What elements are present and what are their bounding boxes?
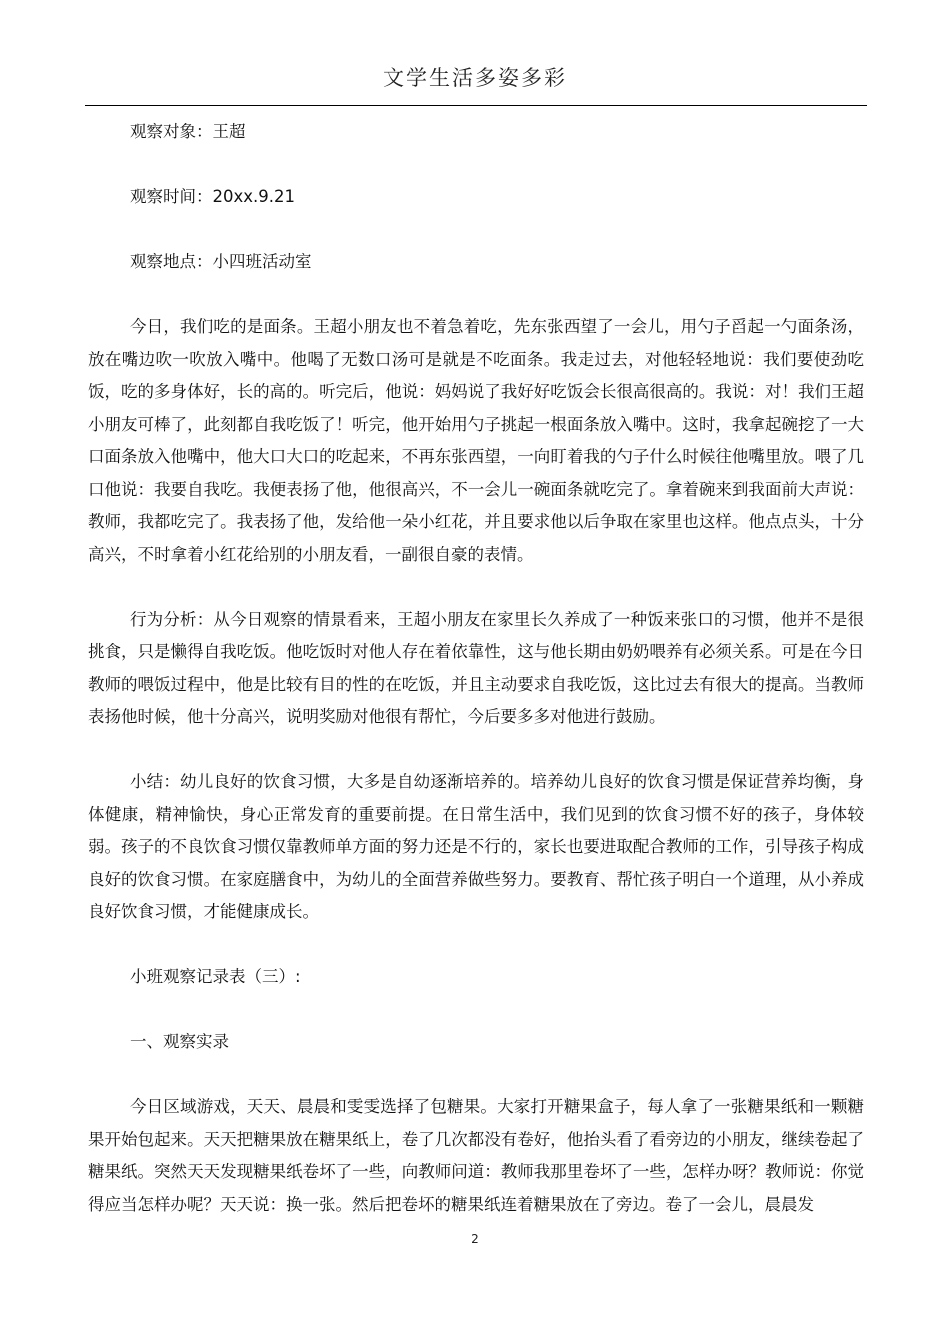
spacer [88, 279, 864, 312]
section-heading: 一、观察实录 [130, 1032, 229, 1051]
spacer [88, 149, 864, 182]
page-header-title: 文学生活多姿多彩 [383, 66, 567, 90]
observation-time: 观察时间：20xx.9.21 [130, 187, 296, 206]
observation-subject: 观察对象：王超 [130, 122, 246, 141]
document-body [88, 116, 864, 1221]
summary-paragraph: 小结：幼儿良好的饮食习惯，大多是自幼逐渐培养的。培养幼儿良好的饮食习惯是保证营养均衡，身体健康，精神愉快，身心正常发育的重要前提。在日常生活中，我们见到的饮食习惯不好的孩子，身体较弱。孩子的不良饮食习惯仅靠教师单方面的努力还是不行的，家长也要进取配合教师的工作，引导孩子构成良好的饮食习惯。在家庭膳食中，为幼儿的全面营养做些努力。要教育、帮忙孩子明白一个道理，从小养成良好饮食习惯，才能健康成长。 [88, 772, 864, 921]
spacer [88, 734, 864, 767]
spacer [88, 214, 864, 247]
table-heading: 小班观察记录表（三）: [130, 967, 301, 986]
spacer [88, 571, 864, 604]
observation-record-paragraph-2: 今日区域游戏，天天、晨晨和雯雯选择了包糖果。大家打开糖果盒子，每人拿了一张糖果纸和一颗糖果开始包起来。天天把糖果放在糖果纸上，卷了几次都没有卷好，他抬头看了看旁边的小朋友，继续卷起了糖果纸。突然天天发现糖果纸卷坏了一些，向教师问道：教师我那里卷坏了一些，怎样办呀？教师说：你觉得应当怎样办呢？天天说：换一张。然后把卷坏的糖果纸连着糖果放在了旁边。卷了一会儿，晨晨发 [88, 1097, 864, 1214]
spacer [88, 1059, 864, 1092]
observation-place: 观察地点：小四班活动室 [130, 252, 312, 271]
spacer [88, 994, 864, 1027]
observation-record-paragraph: 今日，我们吃的是面条。王超小朋友也不着急着吃，先东张西望了一会儿，用勺子舀起一勺面条汤，放在嘴边吹一吹放入嘴中。他喝了无数口汤可是就是不吃面条。我走过去，对他轻轻地说：我们要使劲吃饭，吃的多身体好，长的高的。听完后，他说：妈妈说了我好好吃饭会长很高很高的。我说：对！我们王超小朋友可棒了，此刻都自我吃饭了！听完，他开始用勺子挑起一根面条放入嘴中。这时，我拿起碗挖了一大口面条放入他嘴中，他大口大口的吃起来，不再东张西望，一向盯着我的勺子什么时候往他嘴里放。喂了几口他说：我要自我吃。我便表扬了他，他很高兴，不一会儿一碗面条就吃完了。拿着碗来到我面前大声说：教师，我都吃完了。我表扬了他，发给他一朵小红花，并且要求他以后争取在家里也这样。他点点头，十分高兴，不时拿着小红花给别的小朋友看，一副很自豪的表情。 [88, 317, 864, 564]
header-divider [85, 105, 867, 106]
behavior-analysis-paragraph: 行为分析：从今日观察的情景看来，王超小朋友在家里长久养成了一种饭来张口的习惯，他并不是很挑食，只是懒得自我吃饭。他吃饭时对他人存在着依靠性，这与他长期由奶奶喂养有必须关系。可是在今日教师的喂饭过程中，他是比较有目的性的在吃饭，并且主动要求自我吃饭，这比过去有很大的提高。当教师表扬他时候，他十分高兴，说明奖励对他很有帮忙，今后要多多对他进行鼓励。 [88, 609, 864, 726]
spacer [88, 929, 864, 962]
page-number: 2 [471, 1232, 479, 1246]
